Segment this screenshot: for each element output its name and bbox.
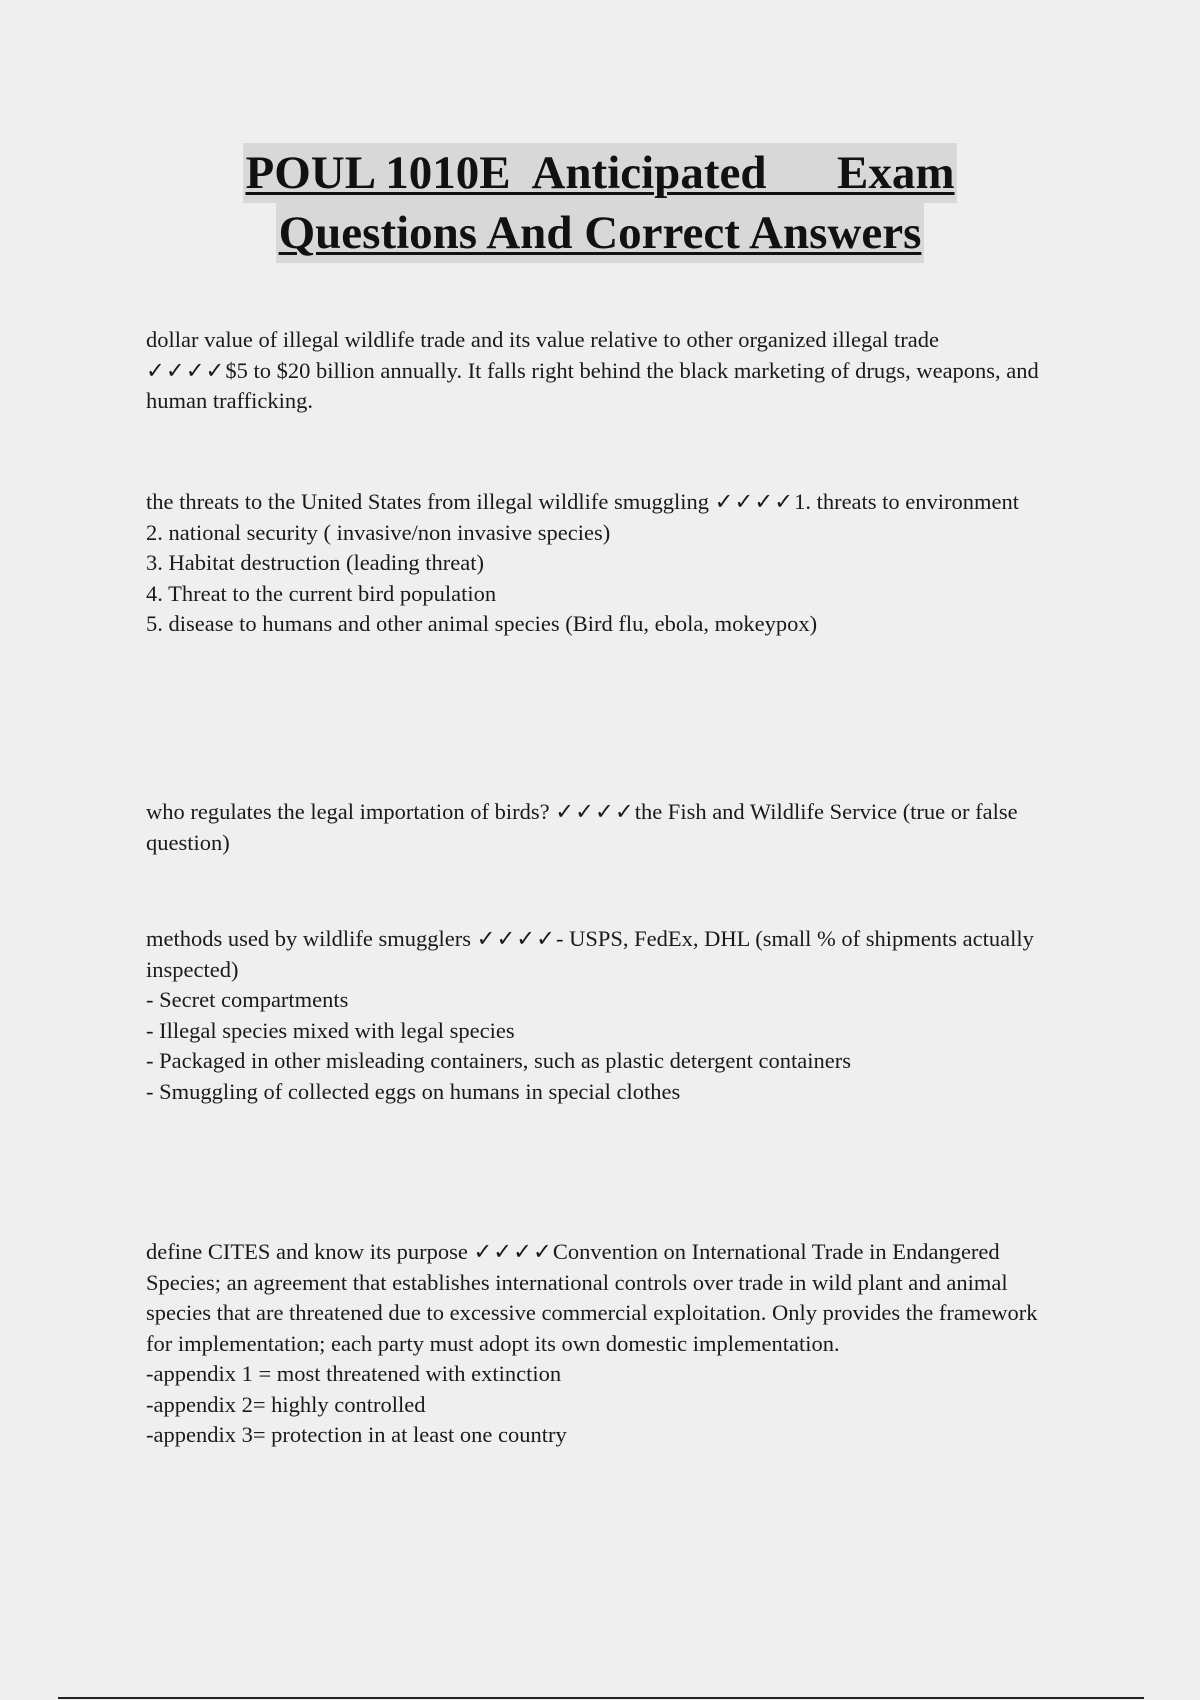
- qa-text: [146, 1237, 1046, 1359]
- question-text: the threats to the United States from illegal wildlife smuggling: [146, 489, 710, 514]
- checkmarks-icon: ✓✓✓✓: [714, 489, 795, 514]
- title-line-1: POUL 1010E Anticipated Exam: [243, 143, 958, 203]
- list-item: - Smuggling of collected eggs on humans in special clothes: [146, 1078, 681, 1104]
- list-item: - Illegal species mixed with legal species: [146, 1017, 515, 1043]
- question-text: who regulates the legal importation of birds?: [146, 799, 550, 824]
- list-item: 4. Threat to the current bird population: [146, 580, 497, 606]
- qa-text: [146, 487, 1046, 518]
- list-item: - Secret compartments: [146, 987, 349, 1012]
- document-title: [0, 143, 1200, 263]
- qa-block: [146, 797, 1046, 858]
- checkmarks-icon: ✓✓✓✓: [476, 926, 557, 951]
- title-line-2: Questions And Correct Answers: [276, 203, 925, 263]
- answer-text: the Fish and Wildlife Service (true or false question): [146, 799, 1018, 855]
- question-text: methods used by wildlife smugglers: [146, 926, 471, 951]
- question-text: define CITES and know its purpose: [146, 1239, 468, 1264]
- qa-block: [146, 924, 1046, 1107]
- list-item: 2. national security ( invasive/non invasive species): [146, 519, 611, 545]
- list-item: 3. Habitat destruction (leading threat): [146, 550, 485, 575]
- qa-block: [146, 325, 1046, 417]
- qa-text: [146, 797, 1046, 858]
- answer-text: - USPS, FedEx, DHL (small % of shipments actually inspected): [146, 926, 1034, 982]
- list-item: 5. disease to humans and other animal species (Bird flu, ebola, mokeypox): [146, 611, 818, 636]
- list-item: -appendix 1 = most threatened with extinction: [146, 1361, 562, 1386]
- answer-text: 1. threats to environment: [794, 489, 1020, 514]
- list-item: -appendix 2= highly controlled: [146, 1391, 426, 1417]
- answer-text: $5 to $20 billion annually. It falls right behind the black marketing of drugs, weapons, and human trafficking.: [146, 357, 1039, 413]
- checkmarks-icon: ✓✓✓✓: [555, 799, 635, 824]
- page-bottom-divider: [58, 1697, 1144, 1699]
- qa-block: [146, 487, 1046, 640]
- qa-text: [146, 325, 1046, 417]
- checkmarks-icon: ✓✓✓✓: [146, 357, 226, 383]
- checkmarks-icon: ✓✓✓✓: [473, 1239, 553, 1264]
- qa-block: [146, 1237, 1046, 1451]
- qa-text: [146, 924, 1046, 985]
- answer-text: Convention on International Trade in Endangered Species; an agreement that establishes international controls over trade in wild plant and animal species that are threatened due to excessive commercial exploitation. Only provides the framework for implementation; each party must adopt its own domestic implementation.: [146, 1239, 1038, 1356]
- list-item: - Packaged in other misleading containers, such as plastic detergent containers: [146, 1048, 851, 1073]
- question-text: dollar value of illegal wildlife trade and its value relative to other organized illegal trade: [146, 327, 940, 352]
- list-item: -appendix 3= protection in at least one country: [146, 1422, 567, 1447]
